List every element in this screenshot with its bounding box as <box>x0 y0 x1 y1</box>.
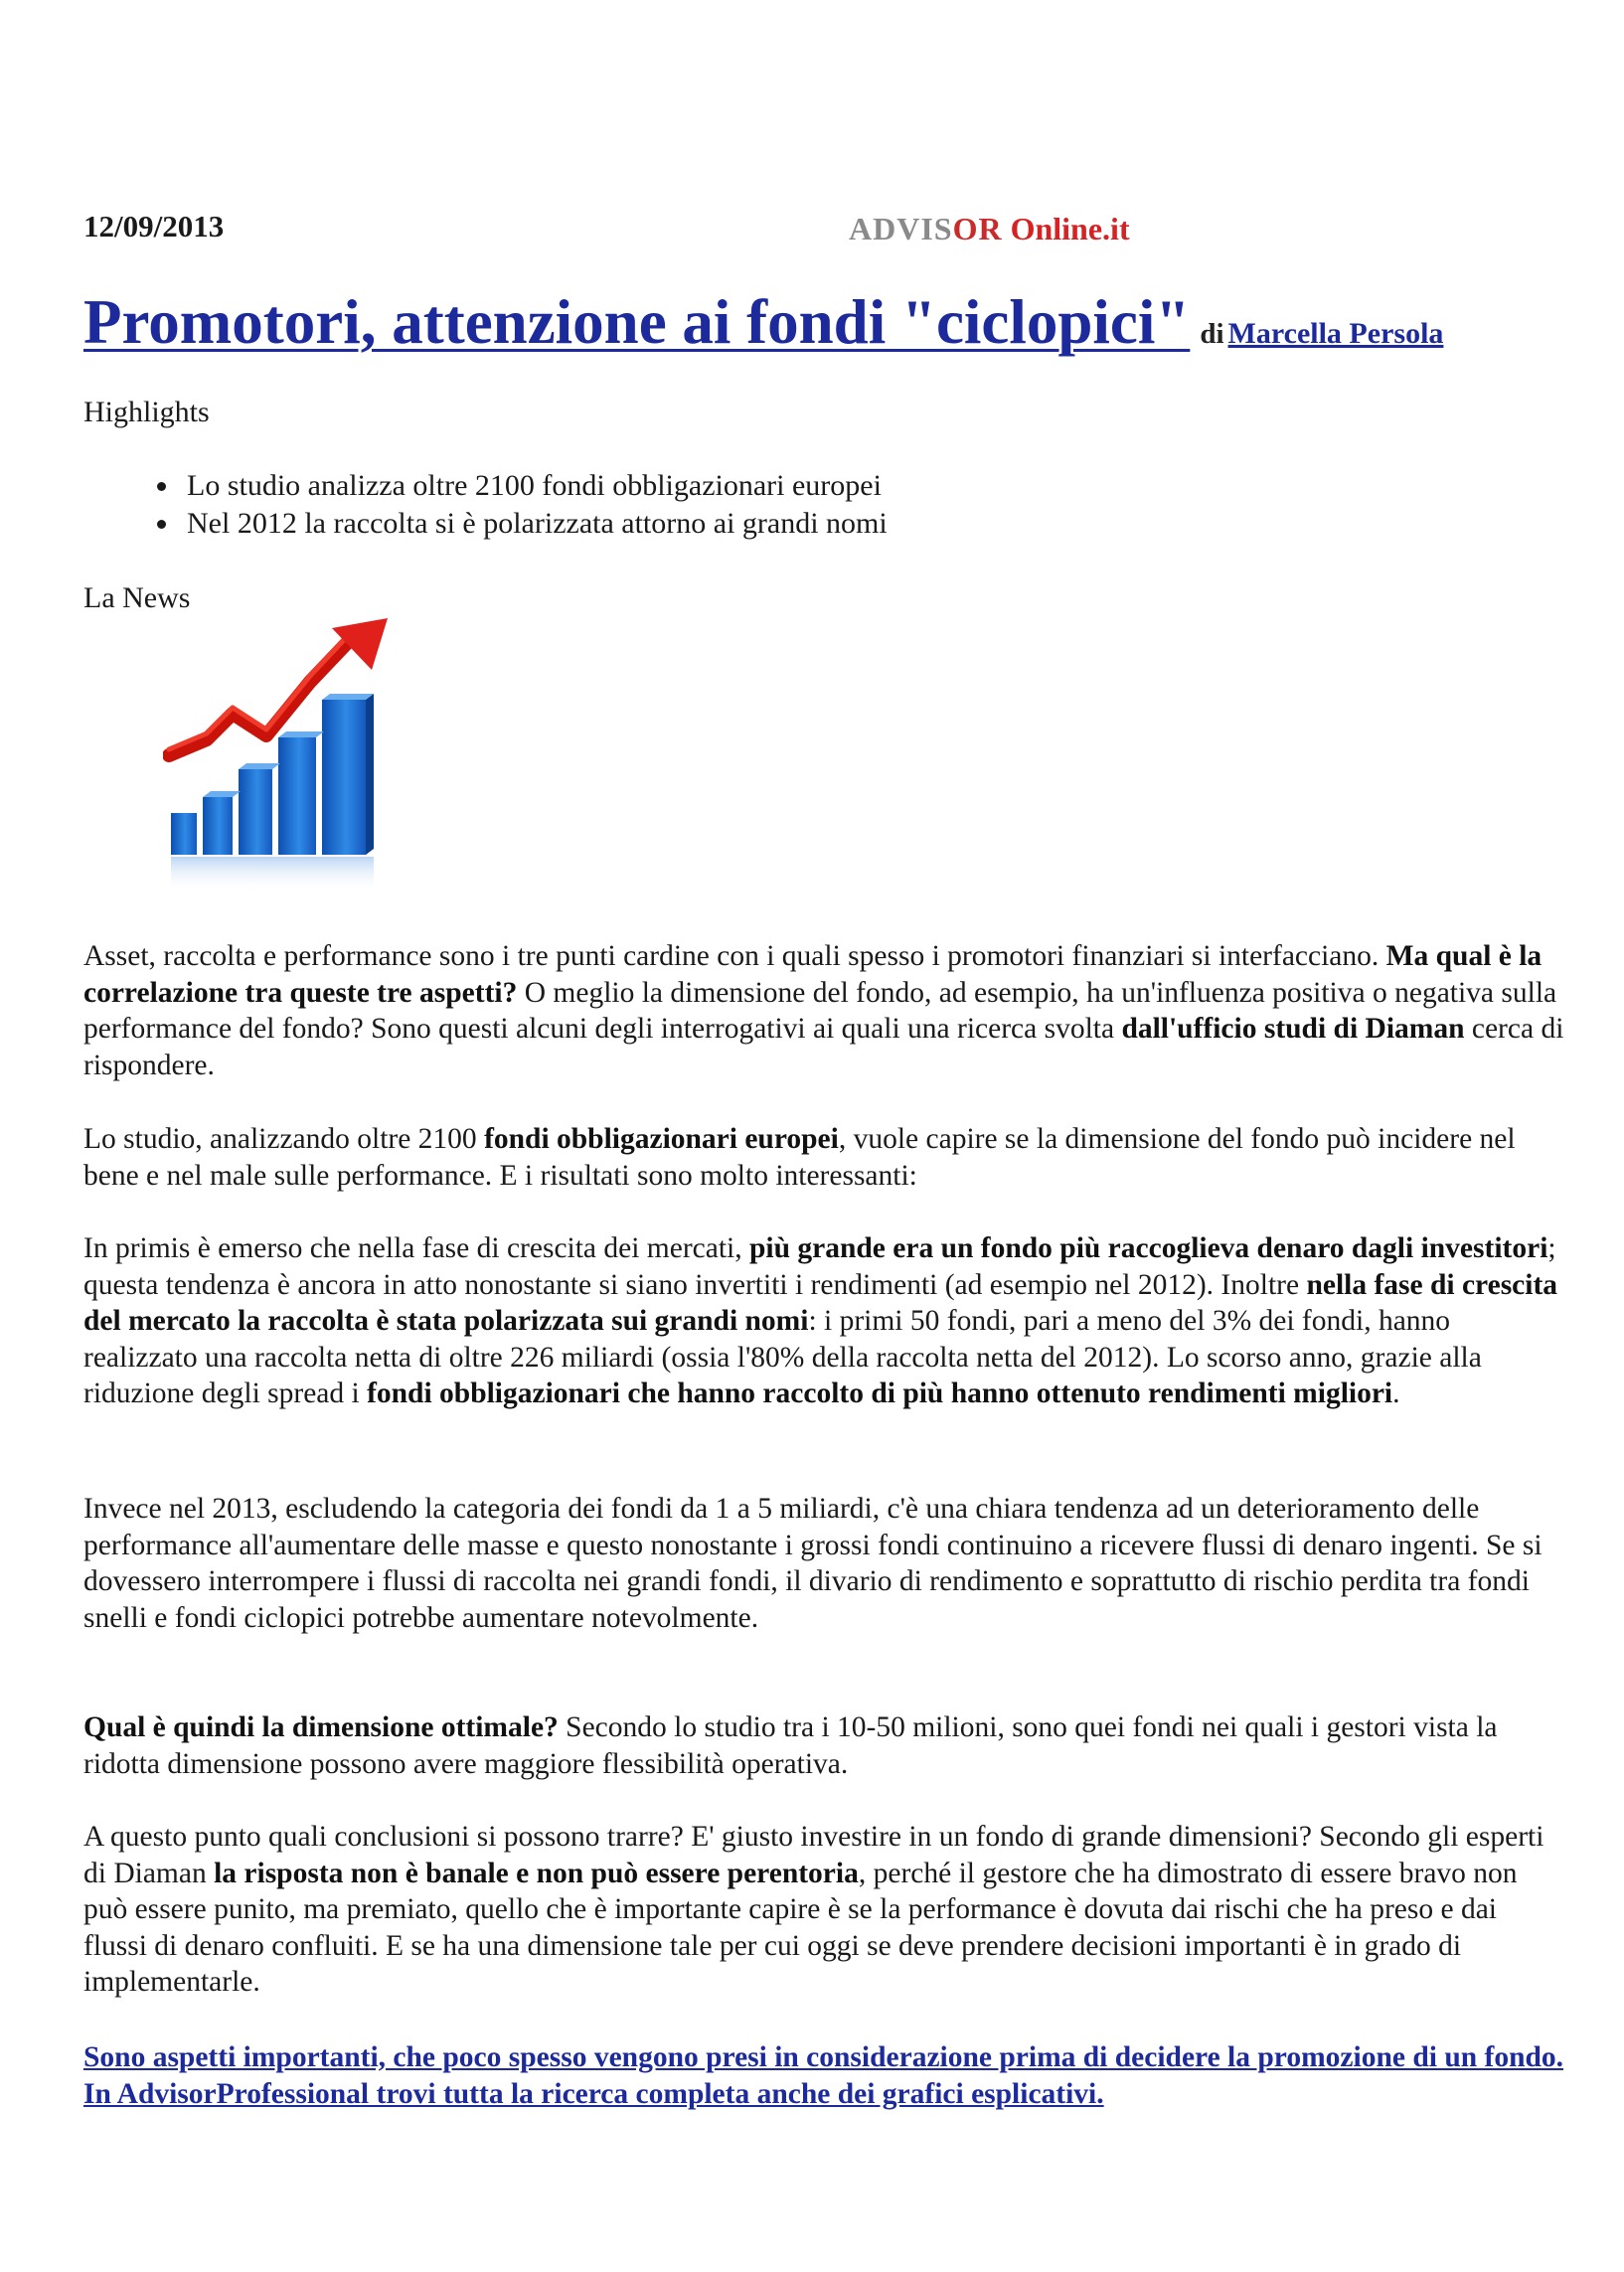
news-heading: La News <box>83 581 191 614</box>
bold-text: fondi obbligazionari che hanno raccolto di più hanno ottenuto rendimenti migliori <box>367 1378 1393 1409</box>
masthead-part-1: ADVIS <box>849 211 953 246</box>
paragraph <box>83 1819 1564 2001</box>
paragraph <box>83 1121 1564 1194</box>
paragraph <box>83 938 1564 1083</box>
text-segment: A questo punto quali conclusioni si possono trarre? E' giusto investire in un fondo di grande dimensioni? Secondo gli esperti di Diaman <box>83 1821 1544 1889</box>
text-segment: , vuole capire se la dimensione del fondo può incidere nel bene e nel male sulle performance. E i risultati sono molto interessanti: <box>83 1123 1516 1192</box>
byline-prefix: di <box>1200 318 1224 350</box>
text-segment: O meglio la dimensione del fondo, ad esempio, ha un'influenza positiva o negativa sulla performance del fondo? Sono questi alcuni degli interrogativi ai quali una ricerca svolta <box>83 976 1557 1045</box>
closing-link[interactable]: Sono aspetti importanti, che poco spesso vengono presi in considerazione prima di decidere la promozione di un fondo. In AdvisorProfessional trovi tutta la ricerca completa anche dei grafici esplicativi. <box>83 2041 1564 2110</box>
author-link[interactable]: Marcella Persola <box>1227 317 1444 350</box>
bold-text: dall'ufficio studi di Diaman <box>1121 1013 1465 1045</box>
bold-text: la risposta non è banale e non può essere perentoria <box>214 1857 859 1889</box>
paragraph <box>83 1491 1564 1636</box>
growth-chart-icon <box>163 618 392 896</box>
text-segment: Secondo lo studio tra i 10-50 milioni, sono quei fondi nei quali i gestori vista la ridotta dimensione possono avere maggiore flessibilità operativa. <box>83 1711 1498 1780</box>
publication-date: 12/09/2013 <box>83 209 225 243</box>
text-segment: In primis è emerso che nella fase di crescita dei mercati, <box>83 1232 750 1264</box>
article-title-link[interactable]: Promotori, attenzione ai fondi "ciclopici" <box>83 287 1191 357</box>
paragraph <box>83 1230 1564 1412</box>
bold-text: nella fase di crescita del mercato la raccolta è stata polarizzata sui grandi nomi <box>83 1268 1558 1337</box>
text-segment: ; questa tendenza è ancora in atto nonostante si siano invertiti i rendimenti (ad esempio nel 2012). Inoltre <box>83 1232 1556 1301</box>
masthead-part-3: Online.it <box>1002 211 1130 246</box>
text-segment: Invece nel 2013, escludendo la categoria dei fondi da 1 a 5 miliardi, c'è una chiara tendenza ad un deterioramento delle performance all'aumentare delle masse e questo nonostante i grossi fondi continuino a ricevere flussi di denaro ingenti. Se si dovessero interrompere i flussi di raccolta nei grandi fondi, il divario di rendimento e soprattutto di rischio perdita tra fondi snelli e fondi ciclopici potrebbe aumentare notevolmente. <box>83 1493 1543 1634</box>
highlight-item: • Lo studio analizza oltre 2100 fondi obbligazionari europei <box>181 467 888 505</box>
text-segment: . <box>1392 1378 1400 1409</box>
bold-text: più grande era un fondo più raccoglieva denaro dagli investitori <box>749 1232 1548 1264</box>
highlights-heading: Highlights <box>83 396 210 428</box>
text-segment: : i primi 50 fondi, pari a meno del 3% dei fondi, hanno realizzato una raccolta netta di oltre 226 miliardi (ossia l'80% della raccolta netta del 2012). Lo scorso anno, grazie alla riduzione degli spread i <box>83 1305 1482 1409</box>
title-row <box>83 286 1564 359</box>
masthead-logo <box>849 211 1130 247</box>
bold-text: Qual è quindi la dimensione ottimale? <box>83 1711 559 1743</box>
highlights-list <box>125 467 888 543</box>
highlight-item: • Nel 2012 la raccolta si è polarizzata attorno ai grandi nomi <box>181 505 888 543</box>
masthead-part-2: OR <box>952 211 1003 246</box>
bold-text: fondi obbligazionari europei <box>484 1123 839 1155</box>
paragraph <box>83 1709 1564 1782</box>
text-segment: Lo studio, analizzando oltre 2100 <box>83 1123 485 1155</box>
text-segment: Asset, raccolta e performance sono i tre punti cardine con i quali spesso i promotori finanziari si interfacciano. <box>83 940 1386 972</box>
text-segment: cerca di rispondere. <box>83 1013 1564 1081</box>
bold-text: Ma qual è la correlazione tra queste tre aspetti? <box>83 940 1543 1009</box>
text-segment: , perché il gestore che ha dimostrato di essere bravo non può essere punito, ma premiato, quello che è importante capire è se la performance è dovuta dai rischi che ha preso e dai flussi di denaro confluiti. E se ha una dimensione tale per cui oggi se deve prendere decisioni importanti è in grado di implementarle. <box>83 1857 1518 1998</box>
header <box>83 209 1564 248</box>
